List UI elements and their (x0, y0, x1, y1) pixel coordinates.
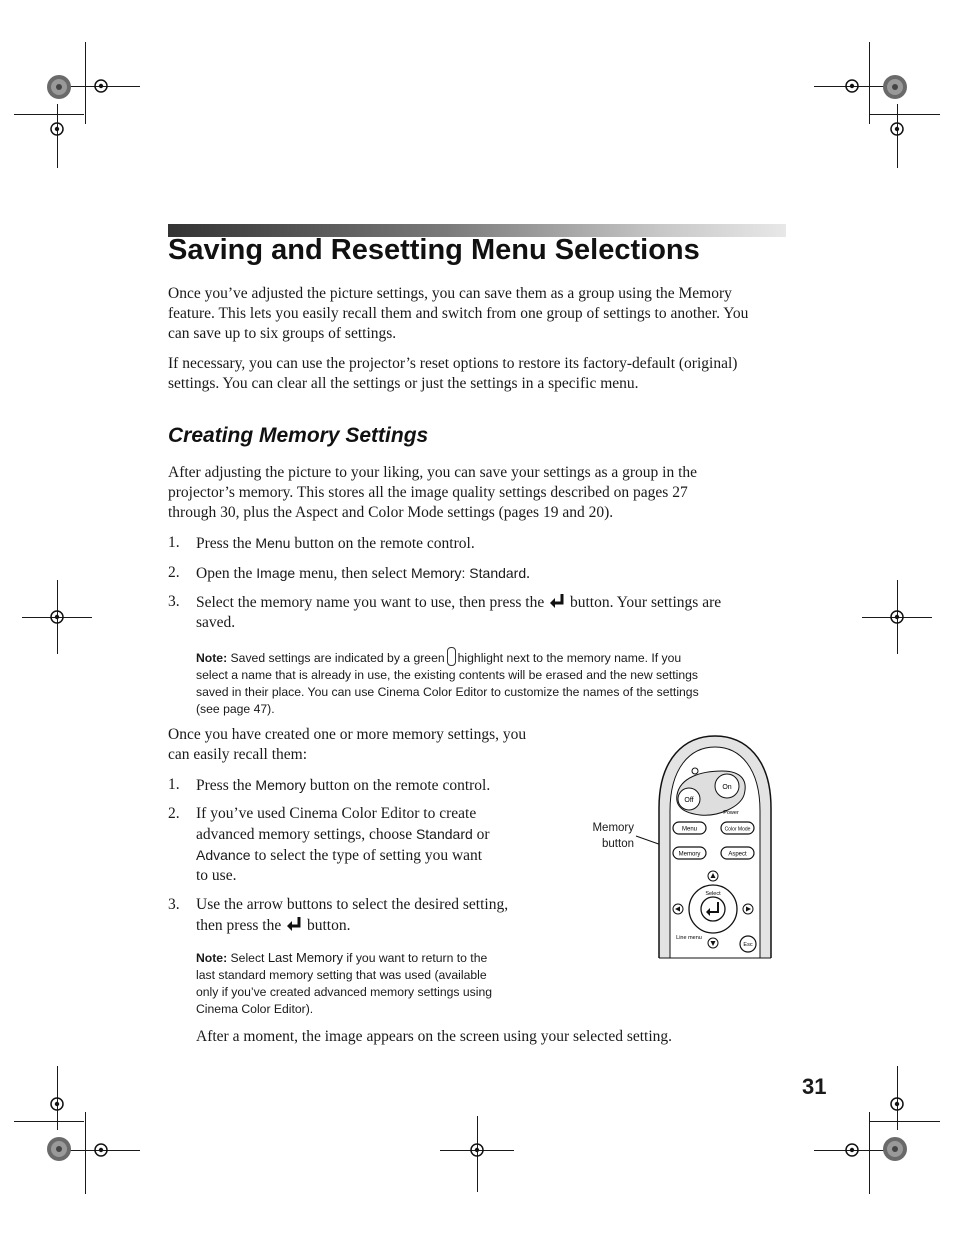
step-text: button. Your settings are (569, 594, 722, 611)
note-label: Note: (196, 651, 228, 665)
color-mode-button: Color Mode (724, 826, 751, 833)
note-text: Select (230, 951, 268, 965)
text-line: projector’s memory. This stores all the image quality settings described on pages 27 (168, 484, 688, 501)
text-line: feature. This lets you easily recall them and switch from one group of settings to another. You (168, 305, 749, 322)
step-text: . (526, 565, 531, 582)
remote-control-illustration (630, 733, 790, 961)
final-sentence: After a moment, the image appears on the screen using your selected setting. (196, 1028, 673, 1045)
ui-term: Memory: Standard (410, 565, 527, 581)
line-menu-label: Line menu (676, 935, 702, 941)
registration-target-icon (91, 76, 111, 96)
step-number: 3. (168, 593, 180, 610)
page-title: Saving and Resetting Menu Selections (168, 234, 700, 266)
star-target-icon (46, 74, 72, 100)
text-line: can easily recall them: (168, 746, 308, 763)
step-text: button on the remote control. (305, 777, 491, 794)
creating-paragraph (168, 463, 788, 523)
step-item (168, 533, 788, 553)
step-number: 3. (168, 896, 180, 913)
intro-paragraph-2 (168, 354, 788, 394)
text-line: through 30, plus the Aspect and Color Mode settings (pages 19 and 20). (168, 504, 614, 521)
step-text: advanced memory settings, choose (196, 826, 416, 843)
enter-button-icon (548, 592, 566, 610)
step-item (168, 775, 568, 795)
step-text: Open the (196, 565, 257, 582)
registration-target-icon (887, 1094, 907, 1114)
text-line: Once you have created one or more memory settings, you (168, 726, 527, 743)
note-text: if you want to return to the (342, 951, 488, 965)
step-text: button on the remote control. (290, 535, 475, 552)
step-text: Press the (196, 777, 256, 794)
step-number: 2. (168, 564, 180, 581)
note-text: (see page 47). (196, 702, 275, 716)
note-text: saved in their place. You can use Cinema Color Editor to customize the names of the settings (196, 685, 699, 699)
recall-paragraph (168, 725, 568, 765)
text-line: After adjusting the picture to your liking, you can save your settings as a group in the (168, 464, 698, 481)
registration-target-icon (47, 607, 67, 627)
text-line: can save up to six groups of settings. (168, 325, 397, 342)
text-line: Once you’ve adjusted the picture settings, you can save them as a group using the Memory (168, 285, 732, 302)
aspect-button: Aspect (728, 851, 747, 858)
memory-button: Memory (678, 851, 701, 858)
registration-target-icon (842, 76, 862, 96)
text-line: settings. You can clear all the settings or just the settings in a specific menu. (168, 375, 639, 392)
note-text: last standard memory setting that was used (available (196, 968, 487, 982)
star-target-icon (46, 1136, 72, 1162)
note-text: highlight next to the memory name. If you (457, 651, 682, 665)
step-number: 2. (168, 805, 180, 822)
star-target-icon (882, 74, 908, 100)
step-item (168, 563, 788, 583)
green-highlight-icon (447, 647, 456, 666)
esc-button: Esc (743, 942, 753, 948)
step-number: 1. (168, 776, 180, 793)
step-text: Select the memory name you want to use, then press the (196, 594, 545, 611)
ui-term: Last Memory (267, 950, 343, 965)
menu-button: Menu (681, 826, 698, 833)
step-text: Use the arrow buttons to select the desired setting, (196, 896, 509, 913)
step-item (168, 895, 568, 935)
callout-text: button (602, 838, 634, 850)
enter-button-icon (285, 915, 303, 933)
intro-paragraph-1 (168, 284, 788, 344)
star-target-icon (882, 1136, 908, 1162)
step-text: to select the type of setting you want (250, 847, 483, 864)
step-text: Press the (196, 535, 256, 552)
step-text: saved. (196, 614, 236, 631)
registration-target-icon (91, 1140, 111, 1160)
note-block (196, 647, 788, 718)
text-line: If necessary, you can use the projector’s reset options to restore its factory-default (original) (168, 355, 738, 372)
registration-target-icon (887, 119, 907, 139)
note-text: Saved settings are indicated by a green (230, 651, 445, 665)
step-text: If you’ve used Cinema Color Editor to create (196, 805, 477, 822)
memory-button-callout (576, 820, 634, 852)
registration-target-icon (47, 1094, 67, 1114)
step-text: then press the (196, 917, 282, 934)
step-text: or (472, 826, 490, 843)
note-text: Cinema Color Editor). (196, 1002, 314, 1016)
note-text: only if you’ve created advanced memory settings using (196, 985, 493, 999)
ui-term: Menu (255, 535, 291, 551)
step-item (168, 804, 568, 884)
registration-target-icon (467, 1140, 487, 1160)
registration-target-icon (887, 607, 907, 627)
select-label: Select (705, 891, 721, 897)
callout-text: Memory (592, 822, 634, 834)
step-text: to use. (196, 867, 237, 884)
step-text: button. (306, 917, 351, 934)
section-heading: Creating Memory Settings (168, 424, 429, 447)
step-number: 1. (168, 534, 180, 551)
registration-target-icon (47, 119, 67, 139)
power-label: Power (723, 810, 739, 816)
step-text: menu, then select (295, 565, 411, 582)
note-label: Note: (196, 951, 228, 965)
registration-target-icon (842, 1140, 862, 1160)
ui-term: Standard (415, 826, 473, 842)
page-number: 31 (802, 1074, 827, 1099)
ui-term: Memory (255, 777, 306, 793)
note-block (196, 949, 556, 1018)
off-button: Off (684, 797, 694, 804)
step-item (168, 592, 788, 632)
ui-term: Advance (196, 847, 251, 863)
ui-term: Image (256, 565, 296, 581)
note-text: select a name that is already in use, the existing contents will be erased and the new settings (196, 668, 699, 682)
on-button: On (722, 784, 732, 791)
